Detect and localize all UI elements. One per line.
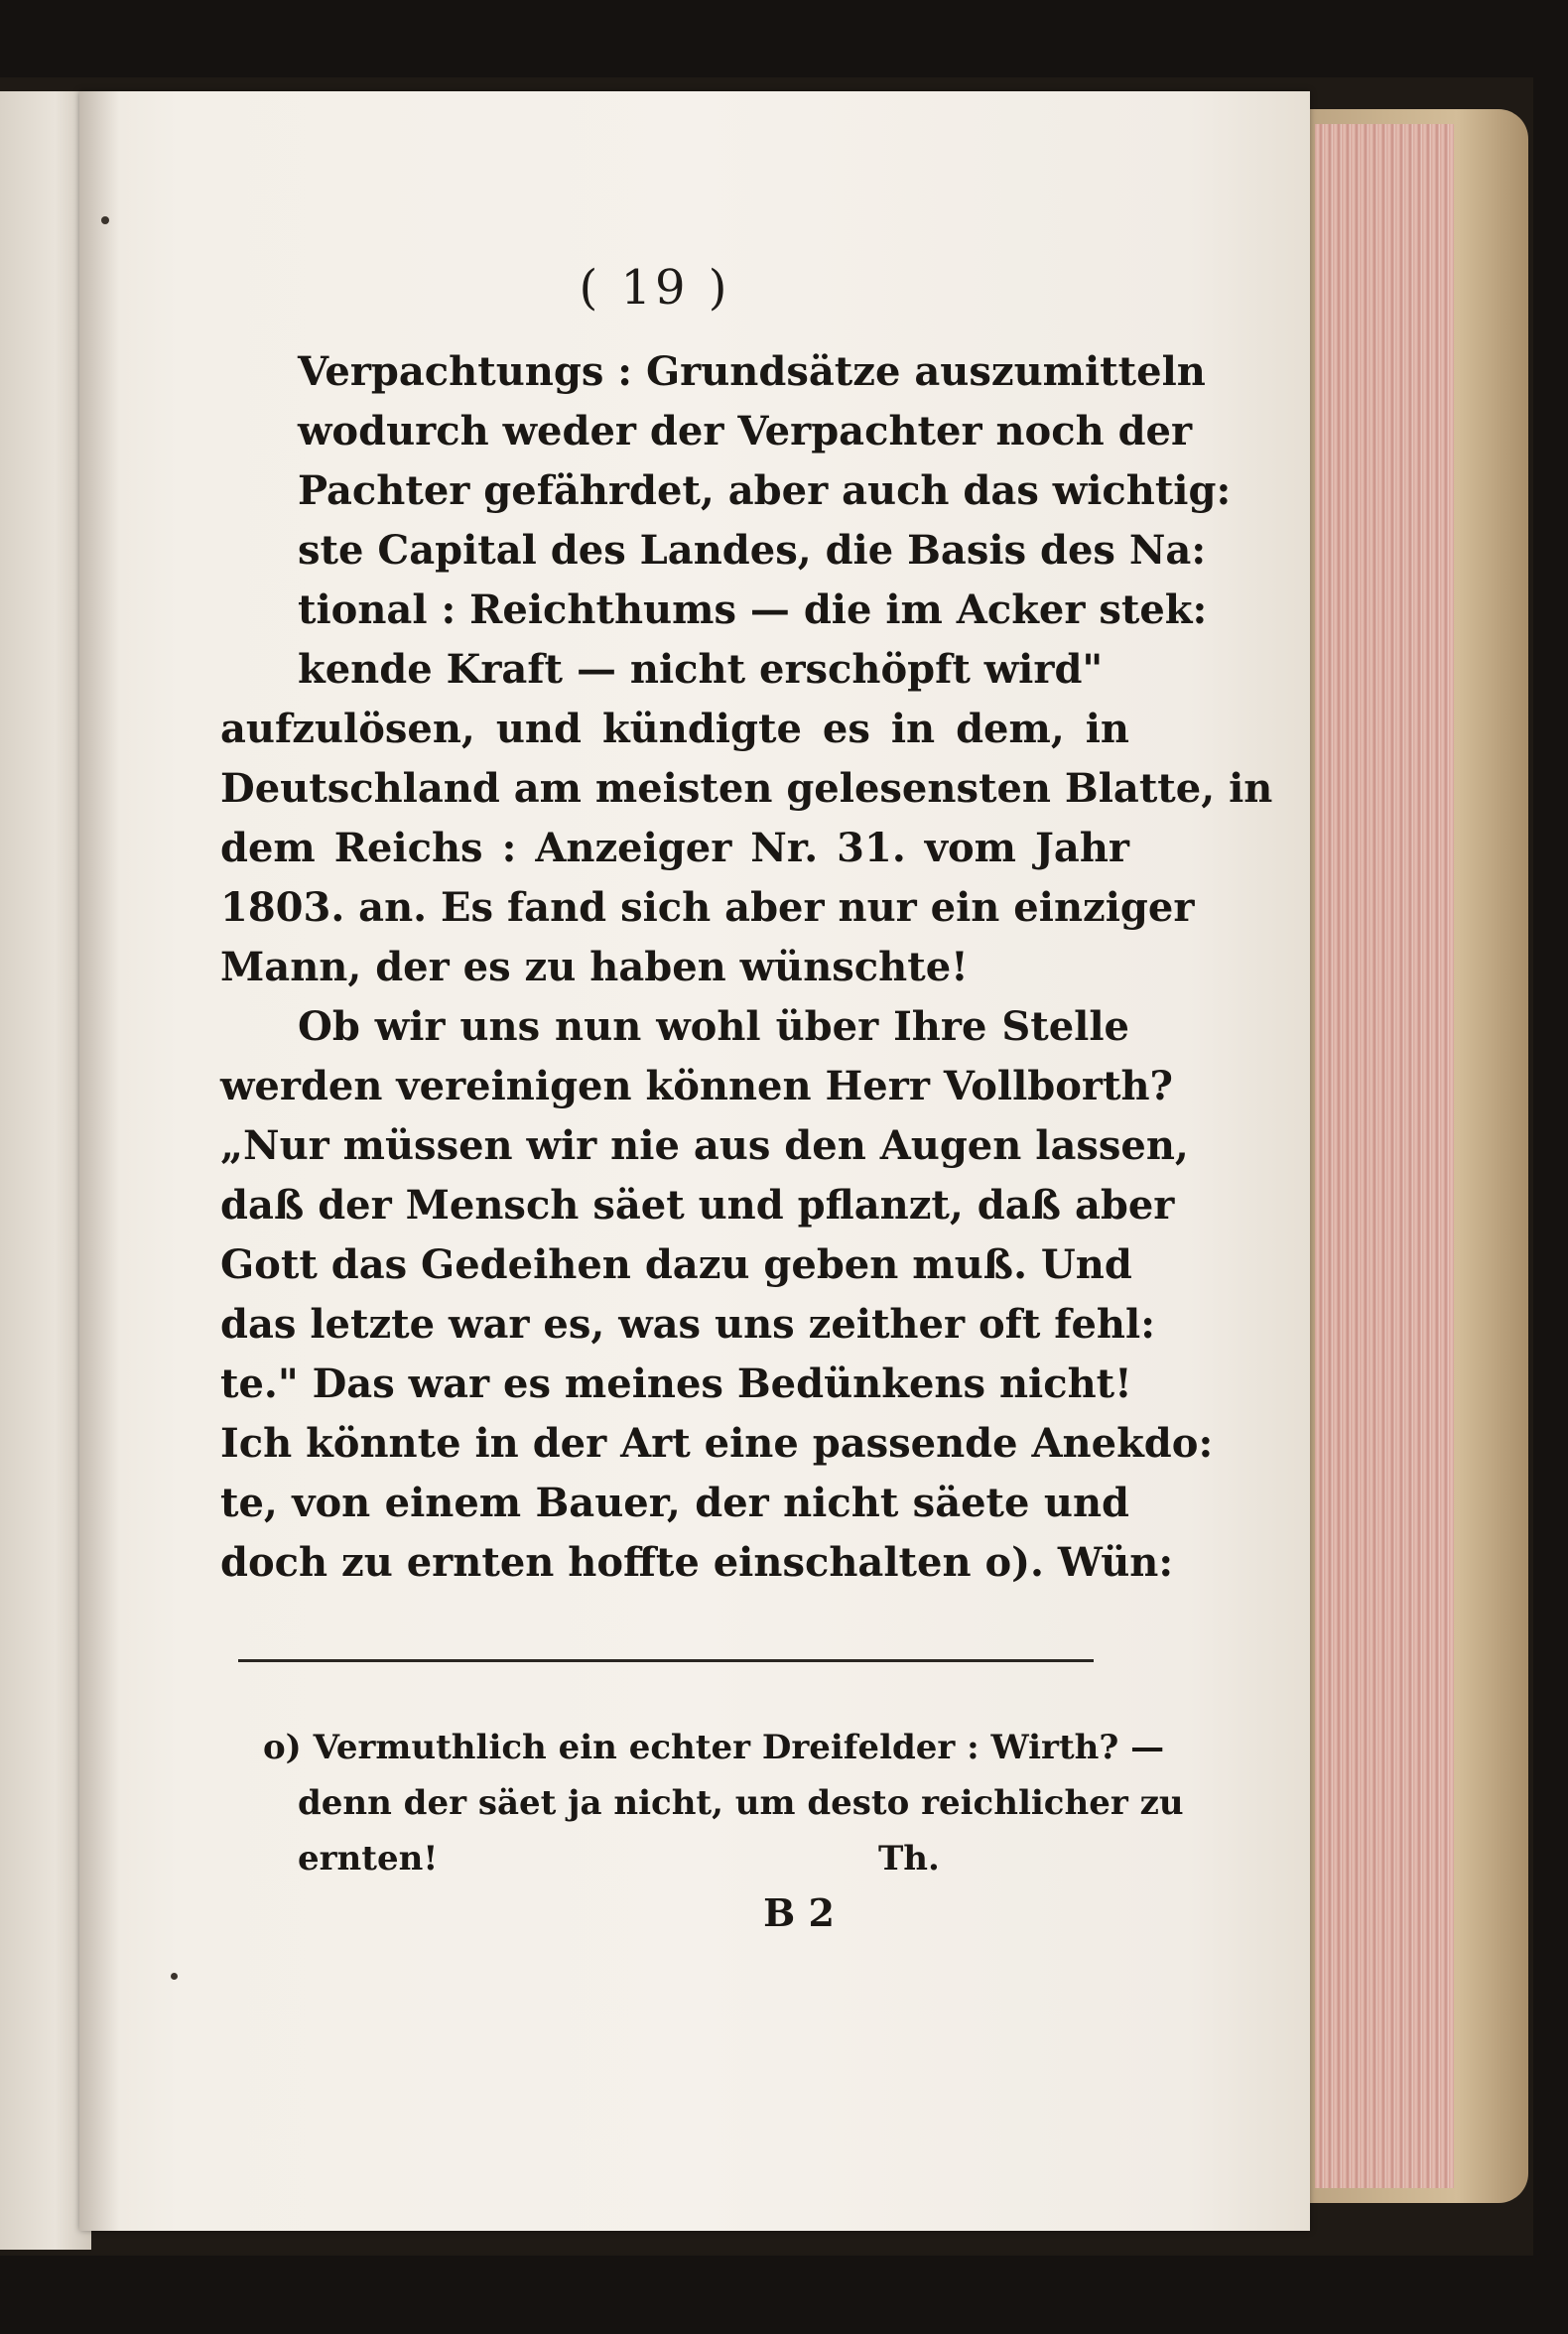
text-line: Deutschland am meisten gelesensten Blatte, in xyxy=(220,765,1273,812)
footnote-signature: Th. xyxy=(878,1839,940,1879)
text-line: das letzte war es, was uns zeither oft fehl: xyxy=(220,1301,1155,1348)
text-line: werden vereinigen können Herr Vollborth? xyxy=(220,1063,1173,1109)
previous-page-edge xyxy=(0,91,91,2250)
text-line: Ich könnte in der Art eine passende Anekdo: xyxy=(220,1420,1214,1467)
paper-speck xyxy=(101,216,109,224)
text-line: Ob wir uns nun wohl über Ihre Stelle xyxy=(298,1003,1129,1050)
text-line: te." Das war es meines Bedünkens nicht! xyxy=(220,1361,1132,1407)
text-line: doch zu ernten hoffte einschalten o). Wün: xyxy=(220,1539,1174,1586)
signature-mark: B 2 xyxy=(763,1890,835,1935)
text-line: „Nur müssen wir nie aus den Augen lassen, xyxy=(220,1122,1189,1169)
text-line: Gott das Gedeihen dazu geben muß. Und xyxy=(220,1241,1132,1288)
text-line: kende Kraft — nicht erschöpft wird" xyxy=(298,646,1104,693)
text-line: 1803. an. Es fand sich aber nur ein einziger xyxy=(220,884,1195,931)
text-line: Pachter gefährdet, aber auch das wichtig: xyxy=(298,467,1232,514)
footnote-line: o) Vermuthlich ein echter Dreifelder : Wirth? — xyxy=(263,1728,1165,1767)
text-line: te, von einem Bauer, der nicht säete und xyxy=(220,1480,1129,1526)
text-line: Verpachtungs : Grundsätze auszumitteln xyxy=(298,348,1206,395)
text-line: Mann, der es zu haben wünschte! xyxy=(220,944,969,990)
paper-speck xyxy=(171,1973,178,1980)
text-line: tional : Reichthums — die im Acker stek: xyxy=(298,586,1208,633)
text-line: dem Reichs : Anzeiger Nr. 31. vom Jahr xyxy=(220,825,1129,871)
footnote-line: ernten! xyxy=(298,1839,439,1879)
footnote-rule xyxy=(238,1659,1094,1662)
page-gutter-shadow xyxy=(79,91,119,2231)
footnote-line: denn der säet ja nicht, um desto reichlicher zu xyxy=(298,1783,1184,1823)
page-number: ( 19 ) xyxy=(579,260,731,316)
text-line: ste Capital des Landes, die Basis des Na: xyxy=(298,527,1207,574)
text-line: wodurch weder der Verpachter noch der xyxy=(298,408,1193,454)
text-line: aufzulösen, und kündigte es in dem, in xyxy=(220,706,1129,752)
text-line: daß der Mensch säet und pflanzt, daß aber xyxy=(220,1182,1175,1229)
red-page-edges xyxy=(1315,124,1454,2188)
